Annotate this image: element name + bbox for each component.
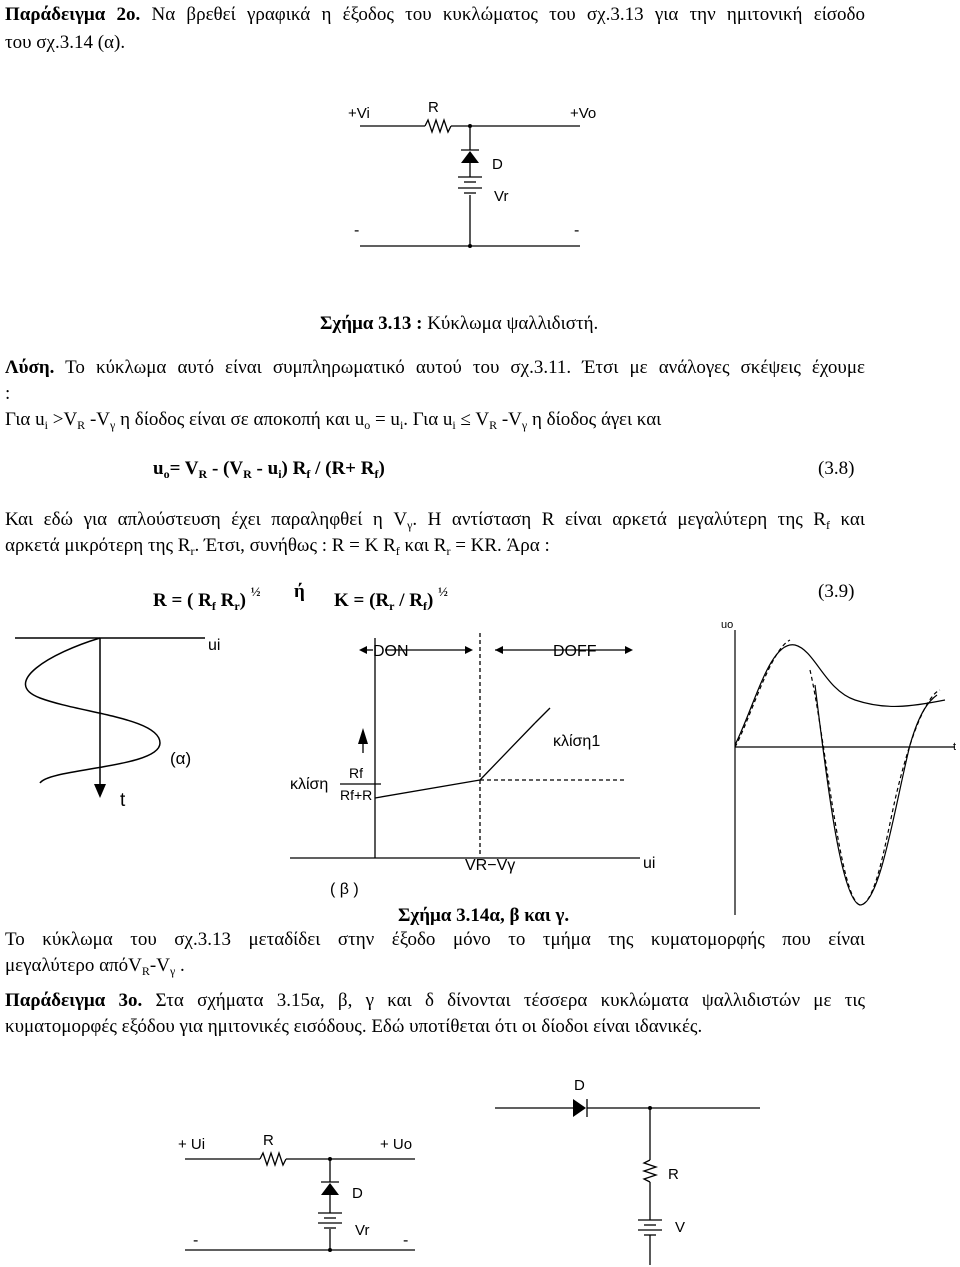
fig314c-uo-label: uo — [721, 619, 734, 631]
solution-label: Λύση. — [5, 357, 55, 378]
fig315a-minus-left: - — [193, 1232, 199, 1249]
fig315a-ui-label: + Ui — [178, 1136, 206, 1153]
fig313-vi-label: +Vi — [348, 105, 370, 122]
figure-3-13-circuit — [330, 95, 620, 255]
fig315b-v-label: V — [675, 1219, 686, 1236]
equation-3-8: $u_o= V_R - (V_R - u_i)$ $R_f / (R+ R_f)$ — [153, 458, 385, 481]
fig315a-uo-label: + Uo — [380, 1136, 413, 1153]
paragraph3-line2: μεγαλύτερο $\alpha\pi όV_R-V_\gamma$ . — [5, 955, 185, 978]
fig314b-fraction-numerator: Rf — [349, 765, 363, 781]
fig315b-r-label: R — [668, 1166, 679, 1183]
equation-3-9-or: ή — [294, 581, 305, 602]
figure-3-14a-input-sine — [10, 628, 240, 818]
fig313-minus-right: - — [574, 222, 580, 239]
fig313-minus-left: - — [354, 222, 360, 239]
fig313-r-label: R — [428, 99, 439, 116]
fig314b-fraction-denominator: Rf+R — [340, 787, 373, 803]
equation-3-8-number: (3.8) — [818, 458, 855, 479]
example3-line2: κυματομορφές εξόδου για ημιτονικές εισόδους. Εδώ υποτίθεται ότι οι δίοδοι είναι ιδανικές. — [5, 1016, 703, 1037]
fig314c-t-label: t — [953, 741, 957, 753]
fig315a-minus-right: - — [403, 1232, 409, 1249]
simplification-line2: αρκετά μικρότερη της $R_r$. Έτσι, συνήθως : R = K $R_f$ και $R_r$ = KR. Άρα : — [5, 535, 550, 558]
equation-3-9-number: (3.9) — [818, 581, 855, 602]
fig313-d-label: D — [492, 156, 503, 173]
solution-line1: Λύση. Το κύκλωμα αυτό είναι συμπληρωματικό αυτού του σχ.3.11. Έτσι με ανάλογες σκέψεις έχουμε — [5, 357, 865, 378]
equation-3-9-left: R = ( $R_f$ $R_r$) $^{\frac{1}{2}}$ — [153, 584, 261, 613]
example3-line1: Παράδειγμα 3ο. Στα σχήματα 3.15α, β, γ και δ δίνονται τέσσερα κυκλώματα ψαλλιδιστών με τις — [5, 990, 865, 1011]
figure-3-14b-transfer-characteristic — [285, 628, 685, 903]
fig315b-d-label: D — [574, 1077, 585, 1094]
fig315a-vr-label: Vr — [355, 1222, 370, 1239]
fig315a-r-label: R — [263, 1132, 274, 1149]
fig314b-slope-label: κλίση — [290, 776, 329, 793]
example2-text-line2: του σχ.3.14 (α). — [5, 32, 126, 53]
fig313-vo-label: +Vo — [570, 105, 597, 122]
fig314b-label: ( β ) — [330, 881, 359, 898]
figure-3-13-caption: Σχήμα 3.13 : Κύκλωμα ψαλλιδιστή. — [320, 313, 599, 334]
example3-heading: Παράδειγμα 3ο. — [5, 990, 143, 1011]
figure-3-15b-circuit — [490, 1075, 770, 1267]
fig314a-ui-label: ui — [208, 637, 221, 654]
fig313-vr-label: Vr — [494, 188, 509, 205]
fig314b-don-label: DON — [373, 643, 409, 660]
fig314b-vr-vg-label: VR−Vγ — [465, 857, 516, 874]
fig314a-label: (α) — [170, 749, 192, 768]
figure-3-14-caption: Σχήμα 3.14α, β και γ. — [398, 905, 570, 926]
fig314b-doff-label: DOFF — [553, 643, 597, 660]
example2-heading: Παράδειγμα 2ο. — [5, 4, 141, 25]
paragraph3-line1: Το κύκλωμα του σχ.3.13 μεταδίδει στην έξοδο μόνο το τμήμα της κυματομορφής που είναι — [5, 929, 865, 950]
fig314b-slope1-label: κλίση1 — [553, 733, 601, 750]
fig315a-d-label: D — [352, 1185, 363, 1202]
solution-line2: : — [5, 383, 11, 404]
figure-3-15a-circuit — [175, 1125, 435, 1267]
solution-condition-line: Για $u_i >V_R$ $-V_\gamma$ η δίοδος είναι σε αποκοπή και $u_o = u_i$. Για $u_i \le V_R$ $-V_\gamma$ η δίοδος άγει και — [5, 409, 662, 432]
figure-3-14c-output — [715, 615, 960, 930]
simplification-line1: Και εδώ για απλούστευση έχει παραληφθεί η $V_\gamma$. Η αντίσταση R είναι αρκετά μεγαλύτερη της $R_f$ και — [5, 509, 865, 532]
equation-3-9-right: $K = (R_r / R_f)$ $^{\frac{1}{2}}$ — [334, 584, 448, 613]
fig314b-ui-label: ui — [643, 855, 656, 872]
fig314a-t-label: t — [120, 790, 126, 811]
example2-text-line1: Παράδειγμα 2ο. Να βρεθεί γραφικά η έξοδος του κυκλώματος του σχ.3.13 για την ημιτονική είσοδο — [5, 4, 866, 25]
